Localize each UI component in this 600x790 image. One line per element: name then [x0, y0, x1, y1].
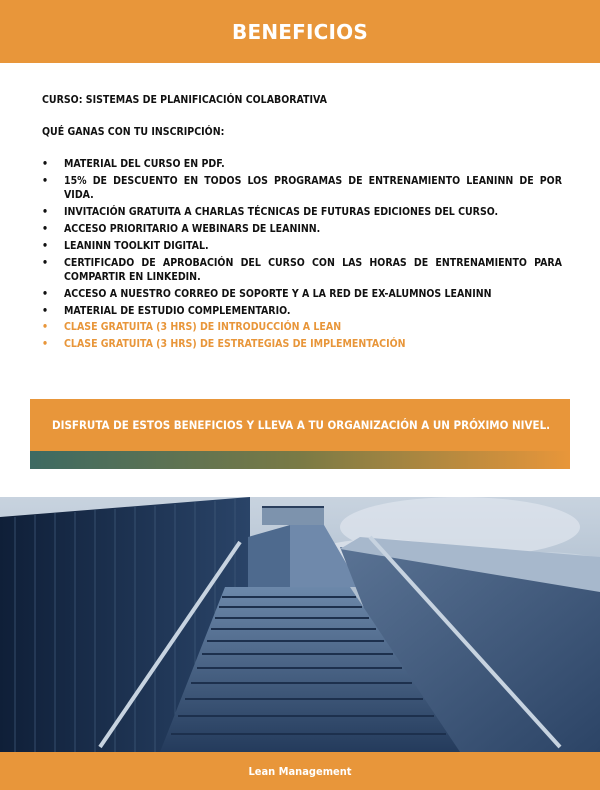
bullet-icon: •: [42, 304, 49, 317]
footer-text: Lean Management: [248, 764, 352, 778]
benefit-text: INVITACIÓN GRATUITA A CHARLAS TÉCNICAS DE FUTURAS EDICIONES DEL CURSO.: [64, 206, 499, 219]
bullet-icon: •: [42, 222, 49, 235]
benefit-item: [42, 174, 562, 203]
benefit-text: 15% DE DESCUENTO EN TODOS LOS PROGRAMAS DE ENTRENAMIENTO LEANINN DE POR VIDA.: [64, 174, 562, 202]
benefit-item: [42, 256, 562, 285]
benefit-text: ACCESO PRIORITARIO A WEBINARS DE LEANINN.: [64, 222, 321, 235]
bullet-icon: •: [42, 287, 49, 300]
bullet-icon: •: [42, 338, 49, 351]
benefit-item: [42, 222, 562, 237]
benefit-text: CERTIFICADO DE APROBACIÓN DEL CURSO CON LAS HORAS DE ENTRENAMIENTO PARA COMPARTIR EN LINKEDIN.: [64, 256, 562, 284]
benefits-list: [42, 157, 562, 352]
benefit-item: [42, 304, 562, 319]
footer-bar: [0, 752, 600, 790]
benefits-question: QUÉ GANAS CON TU INSCRIPCIÓN:: [42, 126, 225, 138]
content-section: [42, 94, 562, 354]
benefit-text: MATERIAL DEL CURSO EN PDF.: [64, 158, 225, 170]
benefit-item: [42, 157, 562, 172]
bullet-icon: •: [42, 158, 49, 170]
staircase-photo: [0, 497, 600, 752]
page-title: BENEFICIOS: [232, 19, 368, 44]
bullet-icon: •: [42, 256, 49, 269]
bullet-icon: •: [42, 206, 49, 219]
benefit-item: [42, 239, 562, 254]
benefit-item: [42, 320, 562, 335]
benefit-text: CLASE GRATUITA (3 HRS) DE INTRODUCCIÓN A LEAN: [64, 321, 342, 334]
cta-banner: [30, 399, 570, 451]
bullet-icon: •: [42, 321, 49, 334]
benefit-item: [42, 287, 562, 302]
header-bar: [0, 0, 600, 63]
benefit-item: [42, 337, 562, 352]
benefit-text: ACCESO A NUESTRO CORREO DE SOPORTE Y A LA RED DE EX-ALUMNOS LEANINN: [64, 287, 492, 300]
benefit-item: [42, 205, 562, 220]
course-title: CURSO: SISTEMAS DE PLANIFICACIÓN COLABORATIVA: [42, 94, 327, 106]
bullet-icon: •: [42, 239, 49, 252]
benefit-text: MATERIAL DE ESTUDIO COMPLEMENTARIO.: [64, 304, 291, 317]
benefit-text: CLASE GRATUITA (3 HRS) DE ESTRATEGIAS DE IMPLEMENTACIÓN: [64, 338, 406, 351]
gradient-bar: [30, 451, 570, 469]
cta-banner-text: DISFRUTA DE ESTOS BENEFICIOS Y LLEVA A TU ORGANIZACIÓN A UN PRÓXIMO NIVEL.: [52, 418, 551, 432]
benefit-text: LEANINN TOOLKIT DIGITAL.: [64, 239, 209, 252]
bullet-icon: •: [42, 174, 49, 187]
